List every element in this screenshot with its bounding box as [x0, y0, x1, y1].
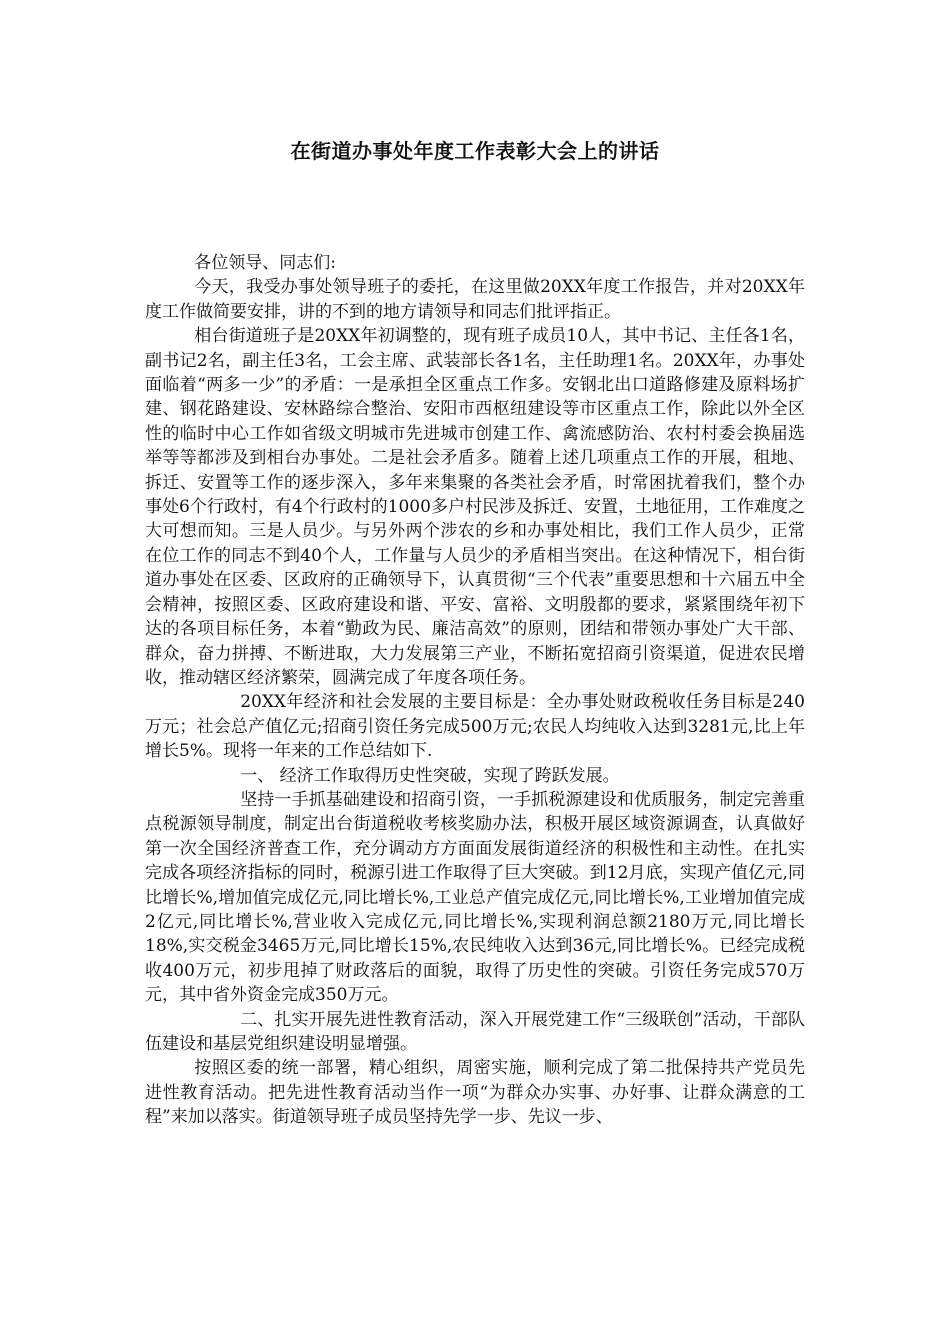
paragraph-intro: 今天，我受办事处领导班子的委托，在这里做20XX年度工作报告，并对20XX年度工作做简要安排，讲的不到的地方请领导和同志们批评指正。 — [145, 277, 805, 322]
paragraph-party-building: 按照区委的统一部署，精心组织，周密实施，顺利完成了第二批保持共产党员先进性教育活动。把先进性教育活动当作一项“为群众办实事、办好事、让群众满意的工程”来加以落实。街道领导班子成员坚持先学一步、先议一步、 — [145, 1058, 805, 1128]
paragraph-background: 相台街道班子是20XX年初调整的，现有班子成员10人，其中书记、主任各1名，副书记2名，副主任3名，工会主席、武装部长各1名，主任助理1名。20XX年，办事处面临着“两多一少”的矛盾：一是承担全区重点工作多。安钢北出口道路修建及原料场扩建、钢花路建设、安林路综合整治、安阳市西枢纽建设等市区重点工作，除此以外全区性的临时中心工作如省级文明城市先进城市创建工作、禽流感防治、农村村委会换届选举等等都涉及到相台办事处。二是社会矛盾多。随着上述几项重点工作的开展，租地、拆迁、安置等工作的逐步深入，多年来集聚的各类社会矛盾，时常困扰着我们，整个办事处6个行政村，有4个行政村的1000多户村民涉及拆迁、安置，土地征用，工作难度之大可想而知。三是人员少。与另外两个涉农的乡和办事处相比，我们工作人员少，正常在位工作的同志不到40个人，工作量与人员少的矛盾相当突出。在这种情况下，相台街道办事处在区委、区政府的正确领导下，认真贯彻“三个代表”重要思想和十六届五中全会精神，按照区委、区政府建设和谐、平安、富裕、文明殷都的要求，紧紧围绕年初下达的各项目标任务，本着“勤政为民、廉洁高效”的原则，团结和带领办事处广大干部、群众，奋力拼搏、不断进取，大力发展第三产业，不断拓宽招商引资渠道，促进农民增收，推动辖区经济繁荣，圆满完成了年度各项任务。 — [145, 326, 805, 688]
paragraph-economy: 坚持一手抓基础建设和招商引资，一手抓税源建设和优质服务，制定完善重点税源领导制度，制定出台街道税收考核奖励办法，积极开展区域资源调查，认真做好第一次全国经济普查工作，充分调动方方面面发展街道经济的积极性和主动性。在扎实完成各项经济指标的同时，税源引进工作取得了巨大突破。到12月底，实现产值亿元,同比增长%,增加值完成亿元,同比增长%,工业总产值完成亿元,同比增长%,工业增加值完成2亿元,同比增长%,营业收入完成亿元,同比增长%,实现利润总额2180万元,同比增长18%,实交税金3465万元,同比增长15%,农民纯收入达到36元,同比增长%。已经完成税收400万元，初步甩掉了财政落后的面貌，取得了历史性的突破。引资任务完成570万元，其中省外资金完成350万元。 — [145, 789, 805, 1006]
document-body — [145, 251, 805, 1130]
salutation: 各位领导、同志们: — [194, 253, 337, 273]
paragraph-targets: 20XX年经济和社会发展的主要目标是：全办事处财政税收任务目标是240万元；社会总产值亿元;招商引资任务完成500万元;农民人均纯收入达到3281元,比上年增长5%。现将一年来的工作总结如下. — [145, 692, 805, 762]
section-heading-party-building: 二、扎实开展先进性教育活动，深入开展党建工作“三级联创”活动，干部队伍建设和基层党组织建设明显增强。 — [145, 1009, 805, 1054]
document-title: 在街道办事处年度工作表彰大会上的讲话 — [290, 139, 660, 163]
section-heading-economy: 一、 经济工作取得历史性突破，实现了跨跃发展。 — [240, 765, 620, 786]
